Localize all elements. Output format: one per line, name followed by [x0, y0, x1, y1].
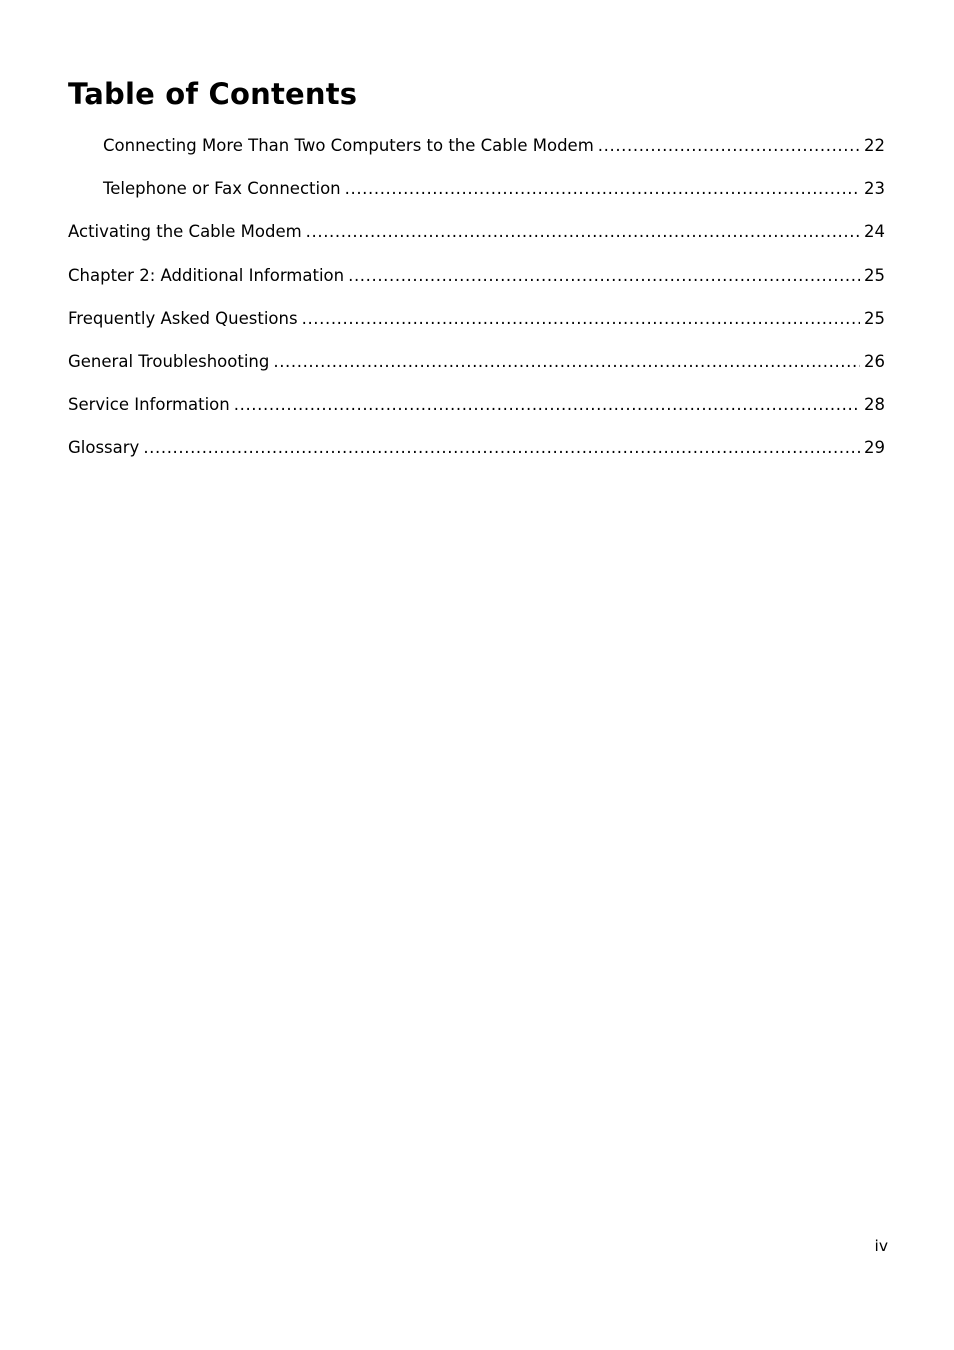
toc-entry-page: 24	[864, 222, 885, 242]
page-title: Table of Contents	[68, 77, 358, 111]
page-number: iv	[874, 1237, 888, 1255]
toc-entry-page: 25	[864, 308, 885, 328]
toc-entry[interactable]	[68, 176, 885, 219]
toc-entry-page: 25	[864, 265, 885, 285]
toc-list	[68, 133, 885, 479]
toc-entry-label: Glossary	[68, 438, 140, 458]
toc-entry-label: Connecting More Than Two Computers to the Cable Modem	[103, 136, 594, 155]
toc-entry[interactable]	[68, 435, 885, 478]
dot-leader	[302, 306, 860, 332]
toc-entry-page: 26	[864, 351, 885, 371]
toc-entry-label: Telephone or Fax Connection	[103, 179, 341, 199]
toc-entry-page: 23	[864, 179, 885, 199]
toc-entry-page: 28	[864, 395, 885, 415]
toc-entry-page: 29	[864, 438, 885, 458]
toc-entry[interactable]	[68, 263, 885, 306]
toc-entry-label: Service Information	[68, 395, 230, 415]
toc-entry[interactable]	[68, 219, 885, 262]
toc-entry-label: Chapter 2: Additional Information	[68, 265, 345, 285]
dot-leader	[234, 392, 860, 418]
dot-leader	[348, 263, 860, 289]
dot-leader	[306, 219, 860, 245]
toc-entry-page: 22	[864, 136, 885, 155]
toc-entry-label: Activating the Cable Modem	[68, 222, 302, 242]
toc-entry-label: General Troubleshooting	[68, 351, 270, 371]
toc-entry[interactable]	[68, 349, 885, 392]
dot-leader	[143, 435, 860, 461]
dot-leader	[598, 133, 860, 159]
dot-leader	[273, 349, 860, 375]
toc-entry[interactable]	[68, 392, 885, 435]
dot-leader	[345, 176, 860, 202]
toc-entry[interactable]	[68, 306, 885, 349]
toc-entry-label: Frequently Asked Questions	[68, 308, 298, 328]
toc-entry[interactable]	[68, 133, 885, 176]
